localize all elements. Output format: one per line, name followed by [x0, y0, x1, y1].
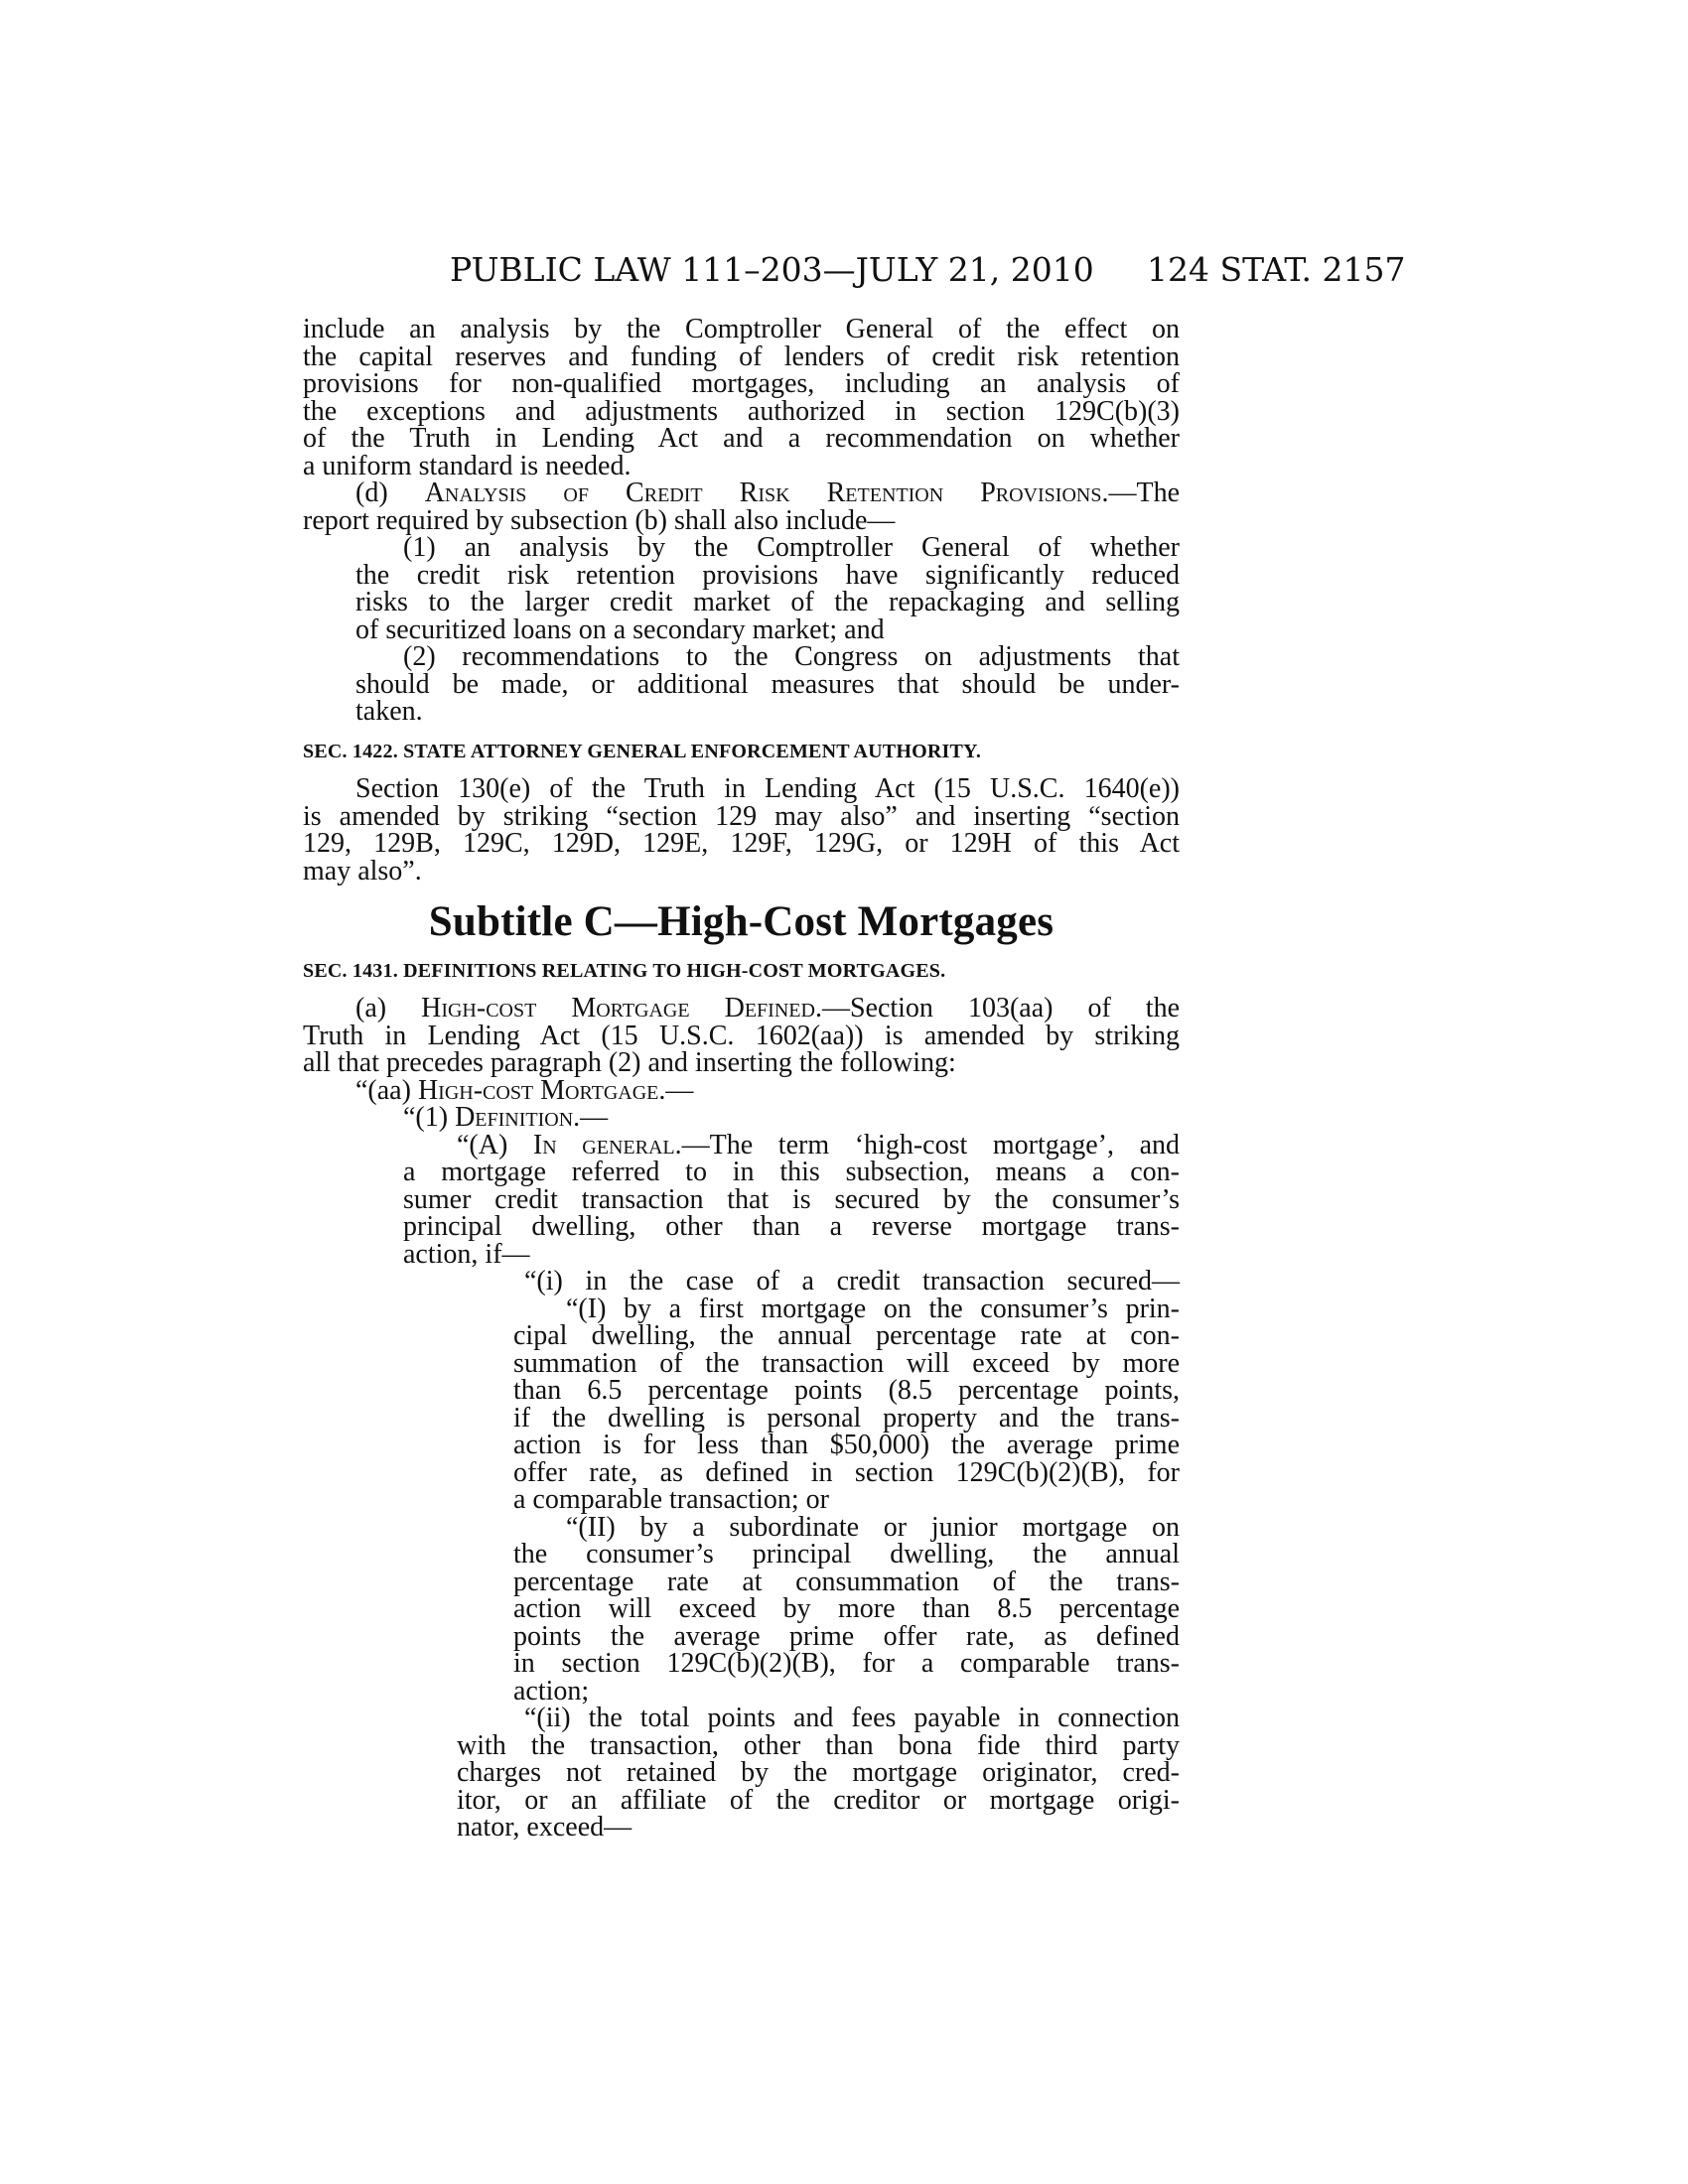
subsection-heading: Analysis of Credit Risk Retention Provisions — [424, 478, 1102, 508]
text-line: (1) an analysis by the Comptroller General of whether — [403, 532, 1180, 563]
subsection-d-heading-line — [303, 479, 1180, 507]
text-line: percentage rate at consummation of the trans- — [513, 1566, 1180, 1597]
text-line: of the Truth in Lending Act and a recommendation on whether — [303, 423, 1180, 454]
text-line: may also”. — [303, 855, 422, 887]
subparagraph-A-heading-line — [303, 1129, 1180, 1160]
text-line: if the dwelling is personal property and the trans- — [513, 1402, 1180, 1433]
text-line: include an analysis by the Comptroller General of the effect on — [303, 314, 1180, 344]
text-line: a comparable transaction; or — [513, 1484, 829, 1515]
paragraph-label: “(aa) — [355, 1074, 418, 1106]
subsection-a-heading-line — [303, 995, 1180, 1023]
definition-heading-line — [303, 1104, 1180, 1132]
subtitle-heading: Subtitle C—High-Cost Mortgages — [428, 898, 1055, 945]
section-1422-heading: SEC. 1422. STATE ATTORNEY GENERAL ENFORCEMENT AUTHORITY. — [303, 740, 982, 762]
text-line: offer rate, as defined in section 129C(b)(2)(B), for — [513, 1456, 1180, 1488]
paragraph-heading: In general — [532, 1129, 675, 1160]
text-line: a mortgage referred to in this subsection, means a con- — [403, 1157, 1180, 1187]
text-line: risks to the larger credit market of the repackaging and selling — [355, 587, 1180, 617]
subclause-I — [303, 1293, 1180, 1515]
section-1431-heading: SEC. 1431. DEFINITIONS RELATING TO HIGH-COST MORTGAGES. — [303, 959, 946, 982]
text-line: is amended by striking “section 129 may also” and inserting “section — [303, 800, 1180, 832]
subparagraph-A — [303, 1129, 1180, 1270]
section-1422-text — [303, 775, 1180, 885]
paragraph-heading: Definition — [455, 1102, 574, 1133]
paragraph-d-2 — [303, 643, 1180, 726]
page-citation: 124 STAT. 2157 — [1147, 250, 1406, 289]
paragraph-label: “(A) — [457, 1129, 533, 1160]
text-line: the consumer’s principal dwelling, the annual — [513, 1539, 1180, 1570]
text-fragment: .— — [658, 1074, 694, 1106]
text-fragment: .— — [573, 1102, 609, 1133]
subsection-d — [303, 479, 1180, 534]
subsection-label: (d) — [355, 478, 425, 508]
text-line: taken. — [355, 696, 423, 727]
text-line: report required by subsection (b) shall also include— — [303, 504, 896, 536]
text-line: all that precedes paragraph (2) and inserting the following: — [303, 1047, 956, 1078]
text-fragment: .—The term ‘high-cost mortgage’, and — [674, 1129, 1180, 1160]
text-line: “(II) by a subordinate or junior mortgage on — [566, 1511, 1180, 1543]
text-line: action, if— — [403, 1238, 530, 1270]
text-line: of securitized loans on a secondary market; and — [355, 614, 885, 645]
text-line: itor, or an affiliate of the creditor or mortgage origi- — [457, 1784, 1180, 1816]
subsection-a — [303, 995, 1180, 1077]
subsection-heading: High-cost Mortgage Defined — [421, 993, 815, 1024]
text-line: points the average prime offer rate, as defined — [513, 1620, 1180, 1652]
clause-i — [303, 1268, 1180, 1296]
paragraph-label: “(1) — [403, 1102, 456, 1133]
clause-ii — [303, 1705, 1180, 1842]
subsection-label: (a) — [355, 993, 422, 1024]
text-line: the credit risk retention provisions have significantly reduced — [355, 559, 1180, 591]
subclause-II — [303, 1511, 1180, 1706]
text-line: summation of the transaction will exceed by more — [513, 1347, 1180, 1379]
text-line: the capital reserves and funding of lenders of credit risk retention — [303, 341, 1180, 372]
text-line: Truth in Lending Act (15 U.S.C. 1602(aa)) is amended by striking — [303, 1020, 1180, 1051]
text-line: Section 130(e) of the Truth in Lending Act (15 U.S.C. 1640(e)) — [355, 773, 1180, 804]
text-fragment: .—The — [1101, 478, 1180, 508]
text-line: than 6.5 percentage points (8.5 percentage points, — [513, 1375, 1180, 1406]
text-line: 129, 129B, 129C, 129D, 129E, 129F, 129G, or 129H of this Act — [303, 828, 1180, 859]
text-line: should be made, or additional measures that should be under- — [355, 668, 1180, 700]
paragraph-heading: High-cost Mortgage — [417, 1074, 659, 1106]
text-line: action will exceed by more than 8.5 percentage — [513, 1593, 1180, 1624]
text-line: a uniform standard is needed. — [303, 450, 632, 481]
aa-heading-line — [303, 1074, 1180, 1106]
text-line: provisions for non-qualified mortgages, including an analysis of — [303, 368, 1180, 399]
text-line: charges not retained by the mortgage originator, cred- — [457, 1757, 1180, 1788]
inserted-aa — [303, 1074, 1180, 1133]
text-line: (2) recommendations to the Congress on adjustments that — [403, 641, 1180, 672]
text-line: with the transaction, other than bona fide third party — [457, 1729, 1180, 1761]
text-line: “(i) in the case of a credit transaction secured— — [524, 1266, 1180, 1297]
text-line: action is for less than $50,000) the average prime — [513, 1430, 1180, 1460]
text-line: nator, exceed— — [457, 1812, 633, 1843]
statute-body — [303, 316, 1180, 1842]
text-line: in section 129C(b)(2)(B), for a comparable trans- — [513, 1648, 1180, 1679]
text-fragment: .—Section 103(aa) of the — [814, 993, 1181, 1024]
text-line: “(ii) the total points and fees payable in connection — [524, 1703, 1180, 1733]
text-line: action; — [513, 1675, 590, 1706]
text-line: cipal dwelling, the annual percentage rate at con- — [513, 1320, 1180, 1351]
text-line: principal dwelling, other than a reverse mortgage trans- — [403, 1211, 1180, 1242]
text-line: “(I) by a first mortgage on the consumer’s prin- — [566, 1293, 1180, 1324]
text-line: the exceptions and adjustments authorized in section 129C(b)(3) — [303, 395, 1180, 427]
text-line: sumer credit transaction that is secured by the consumer’s — [403, 1183, 1180, 1215]
paragraph-d-1 — [303, 534, 1180, 643]
paragraph-c-continuation — [303, 316, 1180, 479]
running-header-title: PUBLIC LAW 111–203—JULY 21, 2010 — [450, 250, 1094, 289]
